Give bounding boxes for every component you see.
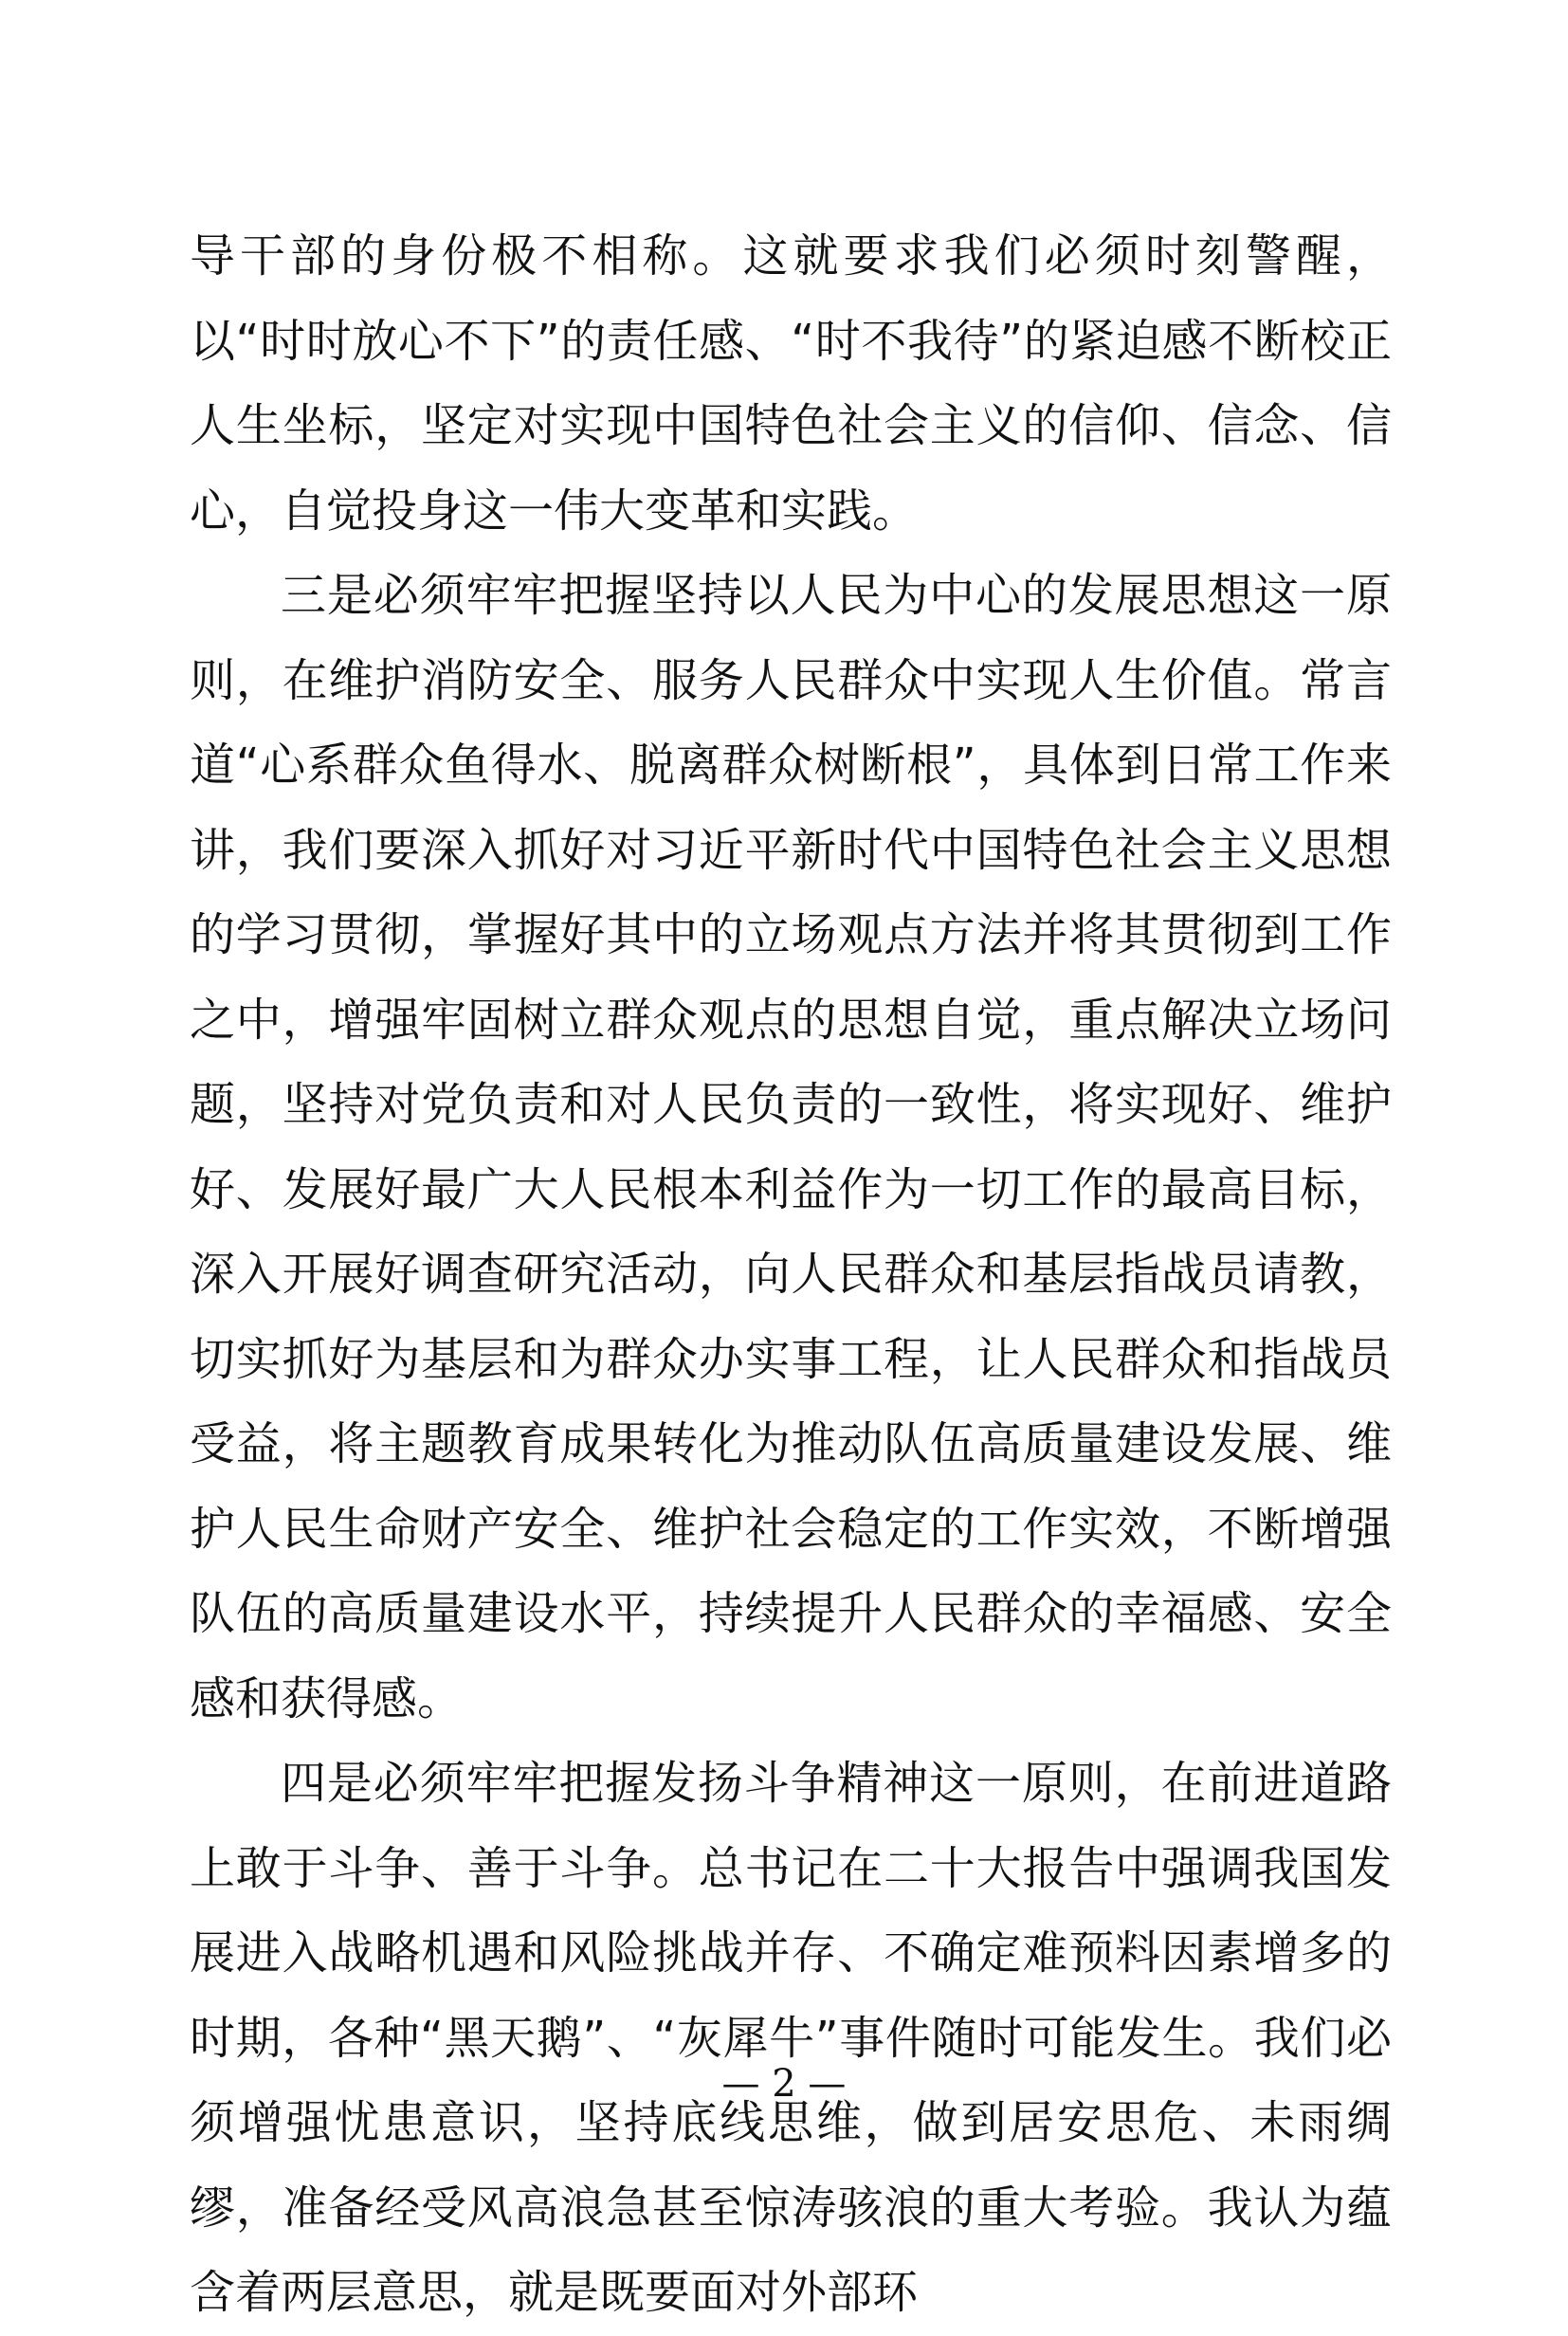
paragraph-continuation: 导干部的身份极不相称。这就要求我们必须时刻警醒，以“时时放心不下”的责任感、“时不我待”的紧迫感不断校正人生坐标，坚定对实现中国特色社会主义的信仰、信念、信心，自觉投身这一伟大变革和实践。 <box>190 229 1392 538</box>
page-number: — 2 — <box>721 2062 847 2106</box>
body-text <box>190 214 1392 2336</box>
paragraph-point-four: 四是必须牢牢把握发扬斗争精神这一原则，在前进道路上敢于斗争、善于斗争。总书记在二十大报告中强调我国发展进入战略机遇和风险挑战并存、不确定难预料因素增多的时期，各种“黑天鹅”、“灰犀牛”事件随时可能发生。我们必须增强忧患意识，坚持底线思维，做到居安思危、未雨绸缪，准备经受风高浪急甚至惊涛骇浪的重大考验。我认为蕴含着两层意思，就是既要面对外部环 <box>190 1757 1392 2319</box>
paragraph-point-three: 三是必须牢牢把握坚持以人民为中心的发展思想这一原则，在维护消防安全、服务人民群众中实现人生价值。常言道“心系群众鱼得水、脱离群众树断根”，具体到日常工作来讲，我们要深入抓好对习近平新时代中国特色社会主义思想的学习贯彻，掌握好其中的立场观点方法并将其贯彻到工作之中，增强牢固树立群众观点的思想自觉，重点解决立场问题，坚持对党负责和对人民负责的一致性，将实现好、维护好、发展好最广大人民根本利益作为一切工作的最高目标，深入开展好调查研究活动，向人民群众和基层指战员请教，切实抓好为基层和为群众办实事工程，让人民群众和指战员受益，将主题教育成果转化为推动队伍高质量建设发展、维护人民生命财产安全、维护社会稳定的工作实效，不断增强队伍的高质量建设水平，持续提升人民群众的幸福感、安全感和获得感。 <box>190 569 1392 1725</box>
